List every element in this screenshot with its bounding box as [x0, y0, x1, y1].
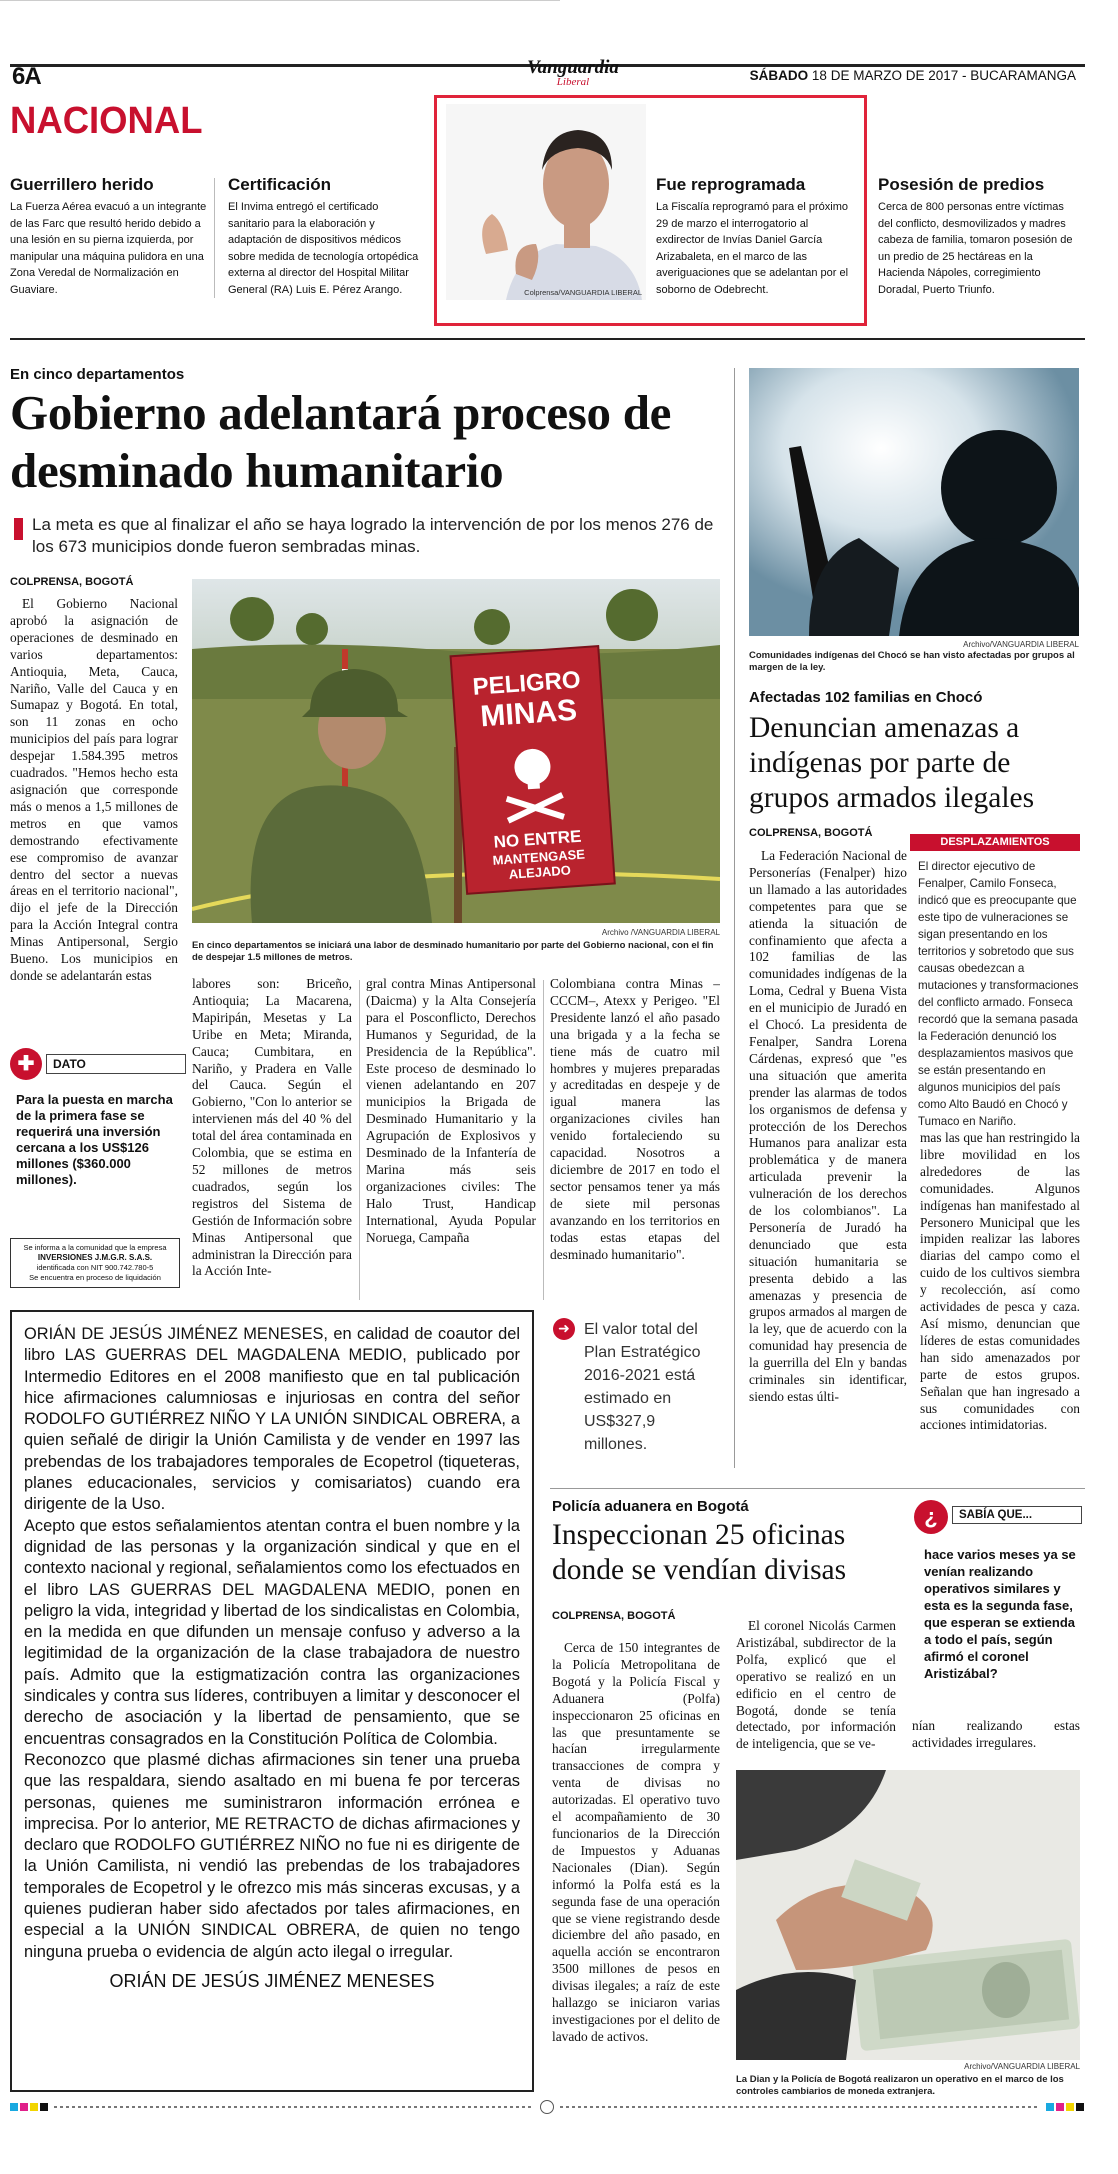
- main-col-3: [366, 976, 536, 1296]
- liquidation-notice: [10, 1238, 180, 1288]
- choco-kicker: Afectadas 102 familias en Chocó: [749, 689, 983, 706]
- brief-certificacion: [228, 175, 422, 298]
- paragraph: mas las que han restringido la libre movilidad en los alrededores de las comunidades. Algunos indígenas han manifestado al Personero Municipal que les impiden realizar las labores diarias del campo como el cuido de los cultivos siembra y recolección, así como actividades de pesca y caza. Así mismo, denuncian que líderes de estas comunidades han sido amenazados por parte de estos grupos. Señalan que han ingresado a sus comunidades con acciones intimidatorias.: [920, 1130, 1080, 1433]
- photo-credit: Colprensa/VANGUARDIA LIBERAL: [524, 288, 642, 297]
- section-name: NACIONAL: [10, 100, 203, 142]
- polfa-col-3: [912, 1718, 1080, 1758]
- stat-arrow-icon: ➜: [553, 1318, 575, 1340]
- main-byline: COLPRENSA, BOGOTÁ: [10, 576, 134, 588]
- main-col-4: [550, 976, 720, 1296]
- paragraph: Cerca de 150 integrantes de la Policía Metropolitana de Bogotá y la Policía Fiscal y Aduanera (Polfa) inspeccionaron 25 oficinas en las que presuntamente se hacían irregularmente transacciones de compra y venta de divisas no autorizadas. El operativo tuvo el acompañamiento de 30 funcionarios de la Dirección de Impuestos y Aduanas Nacionales (Dian). Según informó la Polfa está es la segunda fase de una operación que se viene registrando desde diciembre del año pasado, en aquella acción se encontraron 3500 millones de pesos en divisas ilegales; a raíz de este hallazgo se iniciaron varias investigaciones por el delito de lavado de activos.: [552, 1640, 720, 2044]
- brief-reprogramada: [656, 175, 856, 298]
- dato-icon: ✚: [10, 1048, 42, 1080]
- notice-line: Se informa a la comunidad que la empresa: [23, 1243, 167, 1252]
- paragraph: labores son: Briceño, Antioquia; La Macarena, Mapiripán, Mesetas y La Uribe en Meta; Miranda, Cauca; Cumbitara, en Nariño, y Pradera en Valle del Cauca. Según el Gobierno, "Con lo anterior se intervienen más del 40 % del total del área contaminada en Colombia, que se estima en 52 millones de metros cuadrados, según los registros del Sistema de Gestión de Información sobre Minas Antipersonal que administran la Dirección para la Acción Inte-: [192, 976, 352, 1279]
- paragraph: El coronel Nicolás Carmen Aristizábal, subdirector de la Polfa, explicó que el operativo se realizó en un edificio en el centro de Bogotá, donde se tenía detectado, por información de inteligencia, que se ve-: [736, 1618, 896, 1752]
- masthead: [513, 59, 633, 87]
- indigenous-photo: [749, 368, 1079, 636]
- main-col-1: [10, 596, 178, 1046]
- notice-line: identificada con NIT 900.742.780-5: [36, 1263, 154, 1272]
- choco-byline: COLPRENSA, BOGOTÁ: [749, 827, 873, 839]
- brief-guerrillero: [10, 175, 210, 298]
- choco-col-2b: [920, 1130, 1080, 1470]
- dato-text: Para la puesta en marcha de la primera fase se requerirá una inversión cercana a los US$126 millones ($360.000 millones).: [16, 1092, 173, 1187]
- currency-photo-credit: Archivo/VANGUARDIA LIBERAL: [964, 2062, 1080, 2071]
- sign-text: MANTENGASE: [492, 846, 586, 868]
- brief-divider: [214, 178, 215, 298]
- man-gesturing-photo: [446, 104, 646, 300]
- notice-company: INVERSIONES J.M.G.R. S.A.S.: [37, 1253, 153, 1262]
- dato-box: [10, 1048, 178, 1208]
- sign-text: MINAS: [479, 693, 579, 734]
- brief-title: Guerrillero herido: [10, 175, 154, 194]
- silhouette-with-rifle-photo: [749, 368, 1079, 636]
- brief-title: Fue reprogramada: [656, 175, 806, 194]
- top-rule: [0, 0, 560, 1]
- page-date: [746, 68, 1076, 83]
- currency-photo: [736, 1770, 1080, 2060]
- stat-text: El valor total del Plan Estratégico 2016-2021 está estimado en US$327,9 millones.: [584, 1321, 701, 1453]
- retraction-paragraph: Reconozco que plasmé dichas afirmaciones sin tener una prueba que las respaldara, siendo asaltado en mi buena fe por terceras personas, quienes me suministraron información errónea e imprecisa. Por lo anterior, ME RETRACTO de dichas afirmaciones y declaro que RODOLFO GUTIÉRREZ NIÑO no fue ni es dirigente de la Unión Camilista, ni vendió las prebendas de los trabajadores temporales de Ecopetrol y le ofrezco mis más sinceras excusas, y a quienes pudieran haber sido afectados por tales afirmaciones, en especial a la UNIÓN SINDICAL OBRERA, de quien no tengo ninguna prueba o evidencia de algún acto ilegal o irregular.: [24, 1750, 520, 1961]
- brief-text: La Fuerza Aérea evacuó a un integrante de las Farc que resultó herido debido a una lesión en su pierna izquierda, por manipular una máquina pulidora en una Zona Veredal de Normalización en Guaviare.: [10, 201, 207, 296]
- column-divider: [734, 368, 735, 1468]
- main-col-2: [192, 976, 352, 1296]
- paragraph: La Federación Nacional de Personerías (Fenalper) hizo un llamado a las autoridades competentes para que se atienda la situación de confinamiento que afecta a 102 familias de las comunidades indígenas de la Loma, Cedral y Buena Vista en el municipio de Juradó en el Chocó. La presidenta de Fenalper, Sandra Lorena Cárdenas, expresó que "es una situación que amerita prender las alarmas de todos los organismos de defensa y protección de los Derechos Humanos para analizar esta problemática y de manera articulada prevenir la vulneración de los derechos de los colombianos". La Personería de Juradó ha denunciado que esta situación humanitaria se presenta debido a las amenazas y presencia de grupos armados al margen de la ley, que de acuerdo con la comunidad hay presencia de la guerrilla del Eln y bandas criminales sin identificar, siendo estas últi-: [749, 848, 907, 1404]
- choco-col-1: [749, 848, 907, 1480]
- polfa-kicker: Policía aduanera en Bogotá: [552, 1498, 749, 1515]
- masthead-title: Vanguardia: [527, 57, 619, 78]
- paragraph: nían realizando estas actividades irregulares.: [912, 1718, 1080, 1750]
- dato-label: DATO: [46, 1054, 186, 1074]
- choco-tag: DESPLAZAMIENTOS: [910, 834, 1080, 851]
- retraction-signature: ORIÁN DE JESÚS JIMÉNEZ MENESES: [109, 1970, 435, 1991]
- column-divider: [359, 980, 360, 1300]
- briefs-bottom-rule: [10, 338, 1085, 340]
- hands-counting-dollars-photo: [736, 1770, 1080, 2060]
- minefield-photo: [192, 579, 720, 923]
- currency-photo-caption: La Dian y la Policía de Bogotá realizaron un operativo en el marco de los controles cambiarios de moneda extranjera.: [736, 2074, 1064, 2097]
- brief-text: Cerca de 800 personas entre víctimas del conflicto, desmovilizados y madres cabeza de familia, tomaron posesión de un predio de 25 hectáreas en la Hacienda Nápoles, corregimiento Doradal, Puerto Triunfo.: [878, 201, 1073, 296]
- choco-col-2a: El director ejecutivo de Fenalper, Camilo Fonseca, indicó que es preocupante que este tipo de vulneraciones se sigan presentando en los territorios y sobretodo que sus causas obedezcan a mutaciones y transformaciones del conflicto armado. Fonseca recordó que la semana pasada la Federación denunció los desplazamientos masivos que se están presentando en algunos municipios del país como Alto Baudó en Chocó y Tumaco en Nariño.: [918, 860, 1079, 1128]
- brief-title: Posesión de predios: [878, 175, 1045, 194]
- main-deck: La meta es que al finalizar el año se haya logrado la intervención de por los menos 276 de los 673 municipios donde fueron sembradas minas.: [32, 515, 714, 556]
- sabia-que-box: [912, 1500, 1082, 1710]
- deck-marker: [14, 518, 23, 540]
- minefield-photo-caption: En cinco departamentos se iniciará una labor de desminado humanitario por parte del Gobierno nacional, con el fin de despejar 1.5 millones de metros.: [192, 940, 714, 963]
- polfa-top-rule: [550, 1488, 1085, 1489]
- print-color-bar: [10, 2100, 1085, 2114]
- soldier-and-mine-sign-photo: [192, 579, 720, 923]
- polfa-headline: Inspeccionan 25 oficinas donde se vendían divisas: [552, 1519, 847, 1586]
- main-kicker: En cinco departamentos: [10, 366, 185, 383]
- paragraph: gral contra Minas Antipersonal (Daicma) y la Alta Consejería para el Posconflicto, Derechos Humanos y Seguridad, de la Presidencia de la República". Este proceso de desminado lo vienen adelantando en 207 municipios la Brigada de Desminado Humanitario y la Agrupación de Explosivos y Desminado de la Infantería de Marina más seis organizaciones civiles: The Halo Trust, Handicap International, Ayuda Popular Noruega, Campaña: [366, 976, 536, 1245]
- notice-line: Se encuentra en proceso de liquidación: [29, 1273, 161, 1282]
- polfa-byline: COLPRENSA, BOGOTÁ: [552, 1610, 676, 1622]
- date-day: SÁBADO: [749, 68, 809, 83]
- indigenous-photo-credit: Archivo/VANGUARDIA LIBERAL: [963, 640, 1079, 649]
- indigenous-photo-caption: Comunidades indígenas del Chocó se han visto afectadas por grupos al margen de la ley.: [749, 650, 1075, 673]
- sabia-text: hace varios meses ya se venían realizando operativos similares y esta es la segunda fase, que esperan se extienda a todo el país, según afirmó el coronel Aristizábal?: [924, 1547, 1076, 1681]
- paragraph: El Gobierno Nacional aprobó la asignación de operaciones de desminado en varios departamentos: Antioquia, Meta, Cauca, Nariño, Valle del Cauca y en Sumapaz y Bogotá. En total, son 11 zonas en ocho municipios del país para lograr despejar 1.584.395 metros cuadrados. "Hemos hecho esta asignación que corresponde más o menos a 1,5 millones de metros en que vamos demostrando efectivamente ese compromiso de avanzar dentro del sector a nuevas áreas en el territorio nacional", dijo el jefe de la Dirección para la Acción Integral contra Minas Antipersonal, Sergio Bueno. Los municipios en donde se adelantarán estas: [10, 596, 178, 983]
- polfa-col-1: [552, 1640, 720, 2080]
- sign-text: ALEJADO: [508, 862, 572, 882]
- sign-text: NO ENTRE: [493, 826, 582, 852]
- polfa-col-2: [736, 1618, 896, 1768]
- brief-title: Certificación: [228, 175, 331, 194]
- brief-text: La Fiscalía reprogramó para el próximo 29 de marzo el interrogatorio al exdirector de Invías Daniel García Arizabaleta, en el marco de las averiguaciones que se adelantan por el soborno de Odebrecht.: [656, 201, 849, 296]
- retraction-box: [10, 1310, 534, 2092]
- sign-text: PELIGRO: [471, 666, 582, 701]
- minefield-photo-credit: Archivo /VANGUARDIA LIBERAL: [601, 928, 720, 937]
- column-divider: [543, 980, 544, 1300]
- main-headline: Gobierno adelantará proceso de desminado humanitario: [10, 385, 672, 498]
- retraction-paragraph: Acepto que estos señalamientos atentan contra el buen nombre y la dignidad de las personas y la organización sindical y que en el contexto nacional y regional, señalamientos como los efectuados en el libro LAS GUERRAS DEL MAGDALENA MEDIO, ponen en peligro la vida, integridad y libertad de los sindicalistas en Colombia, en la medida en que difunden un mensaje confuso y adverso a la legitimidad de la organización de la clase trabajadora de nuestro país. Admito que la estigmatización contra las organizaciones sindicales y contra sus líderes, contribuyen a limitar y desconocer el derecho de asociación y la libertad de pensamiento, que se encuentras consagrados en la Constitución Política de Colombia.: [24, 1516, 520, 1748]
- sabia-label: SABÍA QUE...: [952, 1506, 1082, 1524]
- brief-predios: [878, 175, 1078, 298]
- brief-text: El Invima entregó el certificado sanitario para la elaboración y adaptación de dispositivos médicos sobre medida de tecnología ortopédica externa al director del Hospital Militar General (RA) Luis E. Pérez Arango.: [228, 201, 419, 296]
- person-photo: [446, 104, 646, 300]
- date-rest: 18 DE MARZO DE 2017 - BUCARAMANGA: [811, 68, 1076, 83]
- choco-headline: Denuncian amenazas a indígenas por parte de grupos armados ilegales: [749, 712, 1035, 814]
- question-icon: ¿: [914, 1500, 948, 1534]
- masthead-subtitle: Liberal: [556, 76, 590, 88]
- retraction-paragraph: ORIÁN DE JESÚS JIMÉNEZ MENESES, en calidad de coautor del libro LAS GUERRAS DEL MAGDALENA MEDIO, publicado por Intermedio Editores en el 2008 manifiesto que en tal publicación hice afirmaciones calumniosas e injuriosas en contra del señor RODOLFO GUTIÉRREZ NIÑO Y LA UNIÓN SINDICAL OBRERA, a quien señalé de dirigir la Unión Camilista y de vender en 1997 las prebendas de los trabajadores temporales de Ecopetrol (tiqueteras, planes educacionales, servicios y comisariatos) cuando era dirigente de la Uso.: [24, 1325, 520, 1514]
- paragraph: Colombiana contra Minas –CCCM–, Atexx y Perigeo. "El Presidente lanzó el año pasado una brigada y a la fecha se tiene más de cuatro mil hombres y mujeres preparadas y acreditadas en despeje y de igual manera las organizaciones civiles han venido fortaleciendo su capacidad. Nosotros a diciembre de 2017 en todo el sector pensamos tener ya más de siete mil personas avanzando en los territorios en todas estas etapas del desminado humanitario".: [550, 976, 720, 1262]
- page-number: 6A: [12, 63, 41, 90]
